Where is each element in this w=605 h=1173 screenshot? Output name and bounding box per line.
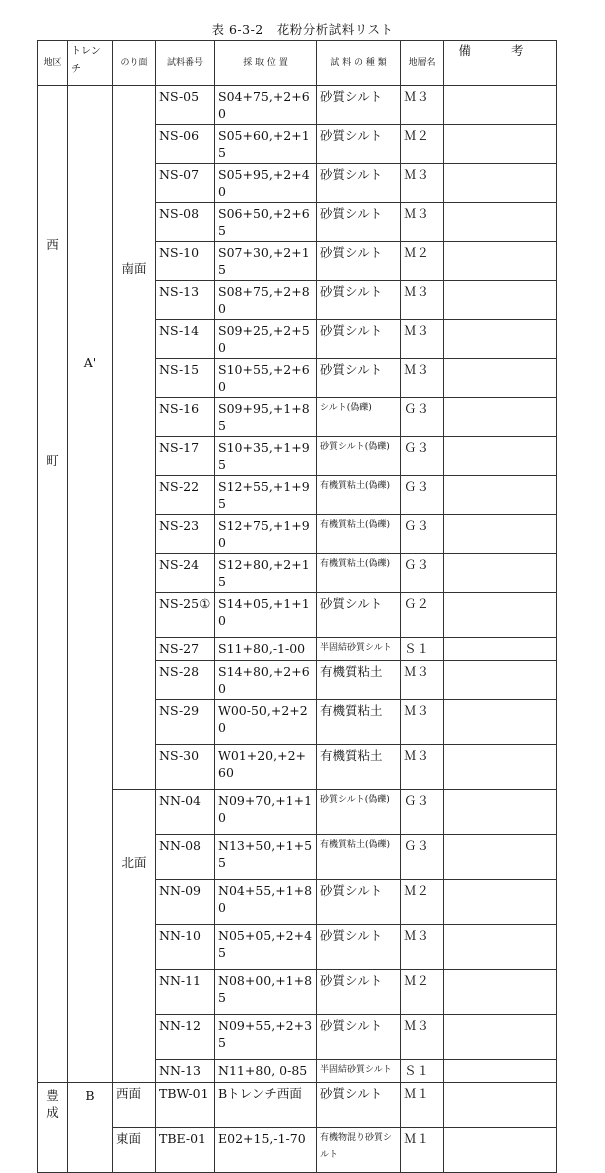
sample-notes <box>444 203 557 242</box>
sample-type: 砂質シルト(偽礫) <box>317 790 401 835</box>
sample-layer: Ｍ２ <box>401 242 444 281</box>
sample-location: S09+95,+1+85 <box>215 398 317 437</box>
sample-location: S12+75,+1+90 <box>215 515 317 554</box>
sample-location: N09+70,+1+10 <box>215 790 317 835</box>
sample-notes <box>444 1015 557 1060</box>
sample-id: NS-25① <box>156 593 215 638</box>
area-char-1: 西 <box>46 237 59 252</box>
sample-layer: Ｍ３ <box>401 661 444 700</box>
sample-type: 砂質シルト(偽礫) <box>317 437 401 476</box>
sample-notes <box>444 515 557 554</box>
sample-notes <box>444 398 557 437</box>
area-char-2: 町 <box>46 453 59 468</box>
sample-location: N04+55,+1+80 <box>215 880 317 925</box>
sample-layer: Ｍ１ <box>401 1128 444 1173</box>
sample-list-table <box>37 40 557 1173</box>
sample-id: NS-22 <box>156 476 215 515</box>
sample-layer: Ｇ２ <box>401 593 444 638</box>
sample-type: 砂質シルト <box>317 880 401 925</box>
sample-type: 砂質シルト <box>317 1015 401 1060</box>
sample-id: NN-09 <box>156 880 215 925</box>
trench-a-label: A' <box>83 355 97 370</box>
sample-type: 砂質シルト <box>317 281 401 320</box>
trench-cell-a <box>68 86 113 1083</box>
sample-id: NN-13 <box>156 1060 215 1083</box>
sample-type: 有機質粘土(偽礫) <box>317 476 401 515</box>
sample-location: N13+50,+1+55 <box>215 835 317 880</box>
sample-notes <box>444 125 557 164</box>
sample-id: NS-07 <box>156 164 215 203</box>
sample-location: S05+95,+2+40 <box>215 164 317 203</box>
sample-notes <box>444 164 557 203</box>
sample-notes <box>444 593 557 638</box>
sample-id: NS-16 <box>156 398 215 437</box>
sample-type: 砂質シルト <box>317 320 401 359</box>
sample-type: 有機質粘土 <box>317 700 401 745</box>
sample-id: NS-23 <box>156 515 215 554</box>
header-trench: トレン チ <box>68 41 113 86</box>
sample-layer: Ｍ１ <box>401 1083 444 1128</box>
header-layer: 地層名 <box>401 41 444 86</box>
sample-layer: Ｇ３ <box>401 515 444 554</box>
sample-location: S09+25,+2+50 <box>215 320 317 359</box>
sample-type: 砂質シルト <box>317 593 401 638</box>
sample-location: W01+20,+2+60 <box>215 745 317 790</box>
sample-type: 砂質シルト <box>317 242 401 281</box>
sample-notes <box>444 242 557 281</box>
sample-layer: Ｇ３ <box>401 554 444 593</box>
sample-layer: Ｍ３ <box>401 359 444 398</box>
sample-layer: Ｍ２ <box>401 125 444 164</box>
sample-layer: Ｇ３ <box>401 476 444 515</box>
sample-notes <box>444 700 557 745</box>
sample-location: N08+00,+1+85 <box>215 970 317 1015</box>
header-location: 採 取 位 置 <box>215 41 317 86</box>
sample-id: NS-29 <box>156 700 215 745</box>
sample-notes <box>444 320 557 359</box>
sample-layer: Ｓ１ <box>401 1060 444 1083</box>
header-side: のり面 <box>113 41 156 86</box>
side-cell-east: 東面 <box>113 1128 156 1173</box>
sample-notes <box>444 661 557 700</box>
sample-notes <box>444 970 557 1015</box>
sample-type: 砂質シルト <box>317 359 401 398</box>
sample-type: 有機物混り砂質シルト <box>317 1128 401 1173</box>
sample-location: N05+05,+2+45 <box>215 925 317 970</box>
sample-layer: Ｍ３ <box>401 281 444 320</box>
sample-layer: Ｇ３ <box>401 790 444 835</box>
sample-notes <box>444 1060 557 1083</box>
sample-type: 半固結砂質シルト <box>317 638 401 661</box>
side-south-label: 南面 <box>121 261 147 276</box>
header-sample-no: 試料番号 <box>156 41 215 86</box>
sample-type: 砂質シルト <box>317 1083 401 1128</box>
header-sample-type: 試 料 の 種 類 <box>317 41 401 86</box>
table-row <box>38 86 557 125</box>
table-row <box>38 1128 557 1173</box>
sample-id: NN-11 <box>156 970 215 1015</box>
sample-type: 有機質粘土(偽礫) <box>317 835 401 880</box>
sample-location: W00-50,+2+20 <box>215 700 317 745</box>
sample-notes <box>444 745 557 790</box>
sample-location: S11+80,-1-00 <box>215 638 317 661</box>
sample-id: NS-05 <box>156 86 215 125</box>
sample-notes <box>444 437 557 476</box>
sample-location: S14+80,+2+60 <box>215 661 317 700</box>
sample-layer: Ｍ３ <box>401 86 444 125</box>
sample-notes <box>444 554 557 593</box>
sample-layer: Ｍ３ <box>401 203 444 242</box>
sample-notes <box>444 1128 557 1173</box>
sample-notes <box>444 476 557 515</box>
sample-id: TBE-01 <box>156 1128 215 1173</box>
sample-id: NS-15 <box>156 359 215 398</box>
sample-layer: Ｍ３ <box>401 164 444 203</box>
sample-type: 有機質粘土(偽礫) <box>317 515 401 554</box>
sample-layer: Ｇ３ <box>401 398 444 437</box>
sample-notes <box>444 880 557 925</box>
table-row <box>38 790 557 835</box>
sample-layer: Ｓ１ <box>401 638 444 661</box>
table-row <box>38 1083 557 1128</box>
trench-cell-b: B <box>68 1083 113 1173</box>
sample-notes <box>444 638 557 661</box>
sample-type: 砂質シルト <box>317 86 401 125</box>
sample-type: 砂質シルト <box>317 203 401 242</box>
sample-notes <box>444 835 557 880</box>
sample-layer: Ｇ３ <box>401 835 444 880</box>
sample-notes <box>444 925 557 970</box>
sample-id: NS-28 <box>156 661 215 700</box>
sample-layer: Ｇ３ <box>401 437 444 476</box>
sample-notes <box>444 86 557 125</box>
sample-location: S04+75,+2+60 <box>215 86 317 125</box>
sample-id: NS-08 <box>156 203 215 242</box>
side-cell-south <box>113 86 156 790</box>
sample-location: Bトレンチ西面 <box>215 1083 317 1128</box>
sample-id: NS-06 <box>156 125 215 164</box>
sample-id: NN-12 <box>156 1015 215 1060</box>
side-cell-north <box>113 790 156 1083</box>
sample-layer: Ｍ３ <box>401 320 444 359</box>
sample-type: 砂質シルト <box>317 164 401 203</box>
sample-id: NS-14 <box>156 320 215 359</box>
sample-location: S08+75,+2+80 <box>215 281 317 320</box>
sample-location: S05+60,+2+15 <box>215 125 317 164</box>
sample-id: TBW-01 <box>156 1083 215 1128</box>
sample-location: S10+35,+1+95 <box>215 437 317 476</box>
sample-id: NS-24 <box>156 554 215 593</box>
sample-location: S07+30,+2+15 <box>215 242 317 281</box>
sample-type: 砂質シルト <box>317 970 401 1015</box>
sample-location: S14+05,+1+10 <box>215 593 317 638</box>
side-cell-west: 西面 <box>113 1083 156 1128</box>
sample-layer: Ｍ３ <box>401 925 444 970</box>
sample-layer: Ｍ２ <box>401 970 444 1015</box>
sample-type: 半固結砂質シルト <box>317 1060 401 1083</box>
sample-id: NS-13 <box>156 281 215 320</box>
sample-location: S12+80,+2+15 <box>215 554 317 593</box>
area-cell-nishimachi <box>38 86 68 1083</box>
sample-layer: Ｍ３ <box>401 1015 444 1060</box>
sample-location: E02+15,-1-70 <box>215 1128 317 1173</box>
sample-id: NS-10 <box>156 242 215 281</box>
sample-type: 有機質粘土 <box>317 745 401 790</box>
table-title: 表 6-3-2 花粉分析試料リスト <box>211 22 394 37</box>
sample-location: N11+80, 0-85 <box>215 1060 317 1083</box>
sample-layer: Ｍ２ <box>401 880 444 925</box>
sample-id: NS-30 <box>156 745 215 790</box>
sample-id: NN-10 <box>156 925 215 970</box>
sample-layer: Ｍ３ <box>401 700 444 745</box>
sample-id: NS-17 <box>156 437 215 476</box>
sample-type: 有機質粘土 <box>317 661 401 700</box>
sample-layer: Ｍ３ <box>401 745 444 790</box>
sample-id: NN-04 <box>156 790 215 835</box>
sample-id: NS-27 <box>156 638 215 661</box>
sample-notes <box>444 1083 557 1128</box>
sample-location: N09+55,+2+35 <box>215 1015 317 1060</box>
sample-location: S06+50,+2+65 <box>215 203 317 242</box>
sample-notes <box>444 281 557 320</box>
sample-location: S10+55,+2+60 <box>215 359 317 398</box>
header-row <box>38 41 557 86</box>
header-area: 地区 <box>38 41 68 86</box>
sample-type: シルト(偽礫) <box>317 398 401 437</box>
sample-id: NN-08 <box>156 835 215 880</box>
sample-notes <box>444 359 557 398</box>
sample-type: 砂質シルト <box>317 925 401 970</box>
sample-location: S12+55,+1+95 <box>215 476 317 515</box>
sample-notes <box>444 790 557 835</box>
sample-type: 砂質シルト <box>317 125 401 164</box>
header-notes: 備 考 <box>444 41 557 86</box>
area-cell-toyonari: 豊 成 <box>38 1083 68 1173</box>
sample-type: 有機質粘土(偽礫) <box>317 554 401 593</box>
side-north-label: 北面 <box>121 855 147 870</box>
